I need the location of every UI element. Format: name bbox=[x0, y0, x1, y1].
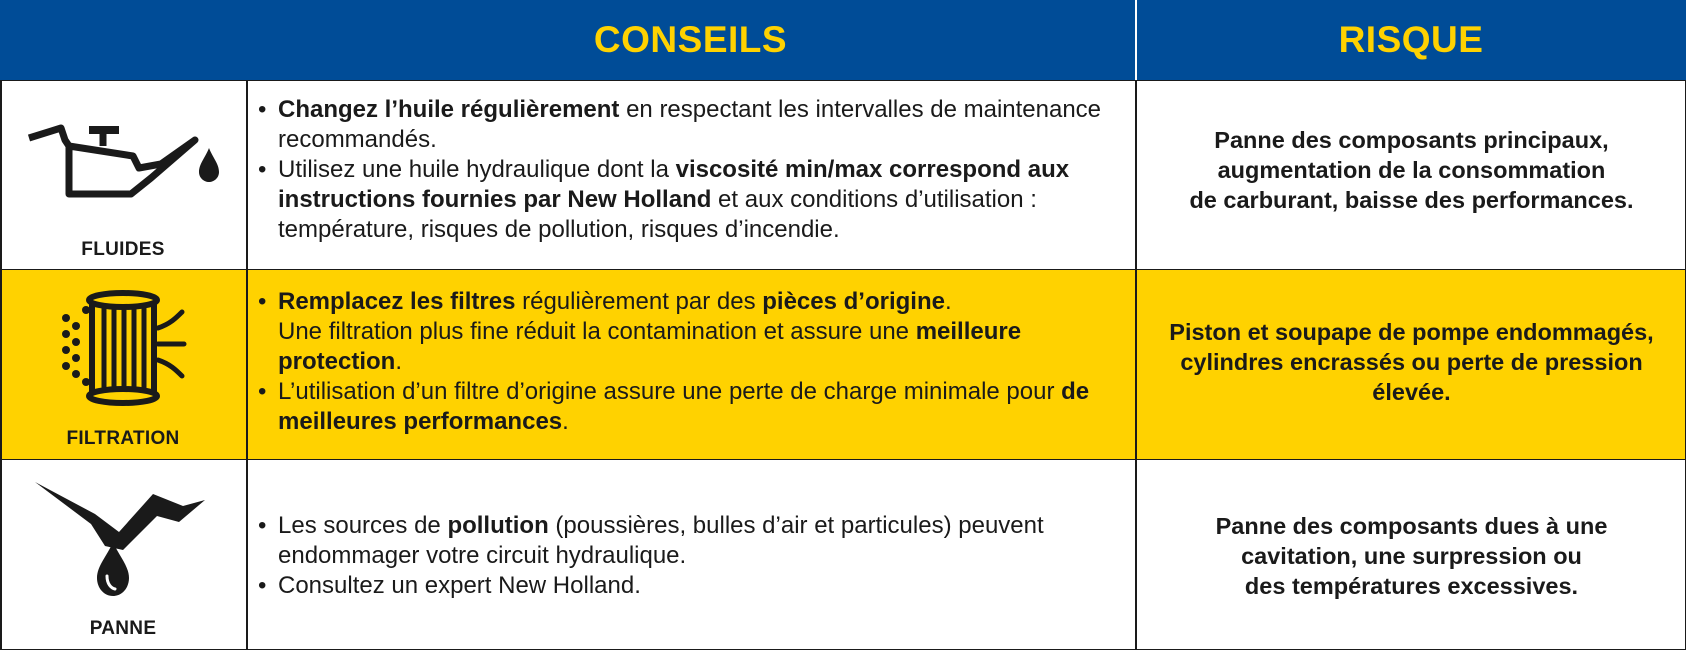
bullet-dot: • bbox=[258, 156, 267, 183]
icon-cell bbox=[0, 81, 246, 269]
risk-line: augmentation de la consommation bbox=[1217, 157, 1606, 183]
conseil-bullet bbox=[258, 511, 1128, 571]
header-risque: RISQUE bbox=[1338, 19, 1484, 60]
conseil-bullet bbox=[258, 377, 1128, 437]
conseils-cell bbox=[258, 511, 1128, 601]
risk-cell bbox=[1137, 125, 1686, 215]
text: régulièrement par des bbox=[515, 288, 763, 315]
category-label: FILTRATION bbox=[66, 428, 180, 449]
conseil-bullet bbox=[258, 287, 1128, 377]
risk-line: Panne des composants dues à une bbox=[1215, 513, 1608, 539]
bold-text: pollution bbox=[447, 512, 549, 539]
text: L’utilisation d’un filtre d’origine assure une perte de charge minimale pour bbox=[278, 378, 1062, 405]
table-row-panne bbox=[0, 459, 1686, 650]
text: (poussières, bulles d’air et particules) peuvent endommager votre circuit hydraulique. bbox=[278, 512, 1044, 569]
bold-text: meilleure protection bbox=[278, 318, 1022, 375]
text: Utilisez une huile hydraulique dont la bbox=[278, 156, 676, 183]
header-conseils: CONSEILS bbox=[593, 19, 788, 60]
risk-line: cavitation, une surpression ou bbox=[1241, 543, 1582, 569]
text: et aux conditions d’utilisation : température, risques de pollution, risques d’incendie. bbox=[278, 186, 1037, 243]
column-divider bbox=[246, 460, 248, 649]
risk-line: des températures excessives. bbox=[1244, 573, 1579, 599]
text: Une filtration plus fine réduit la contamination et assure une bbox=[278, 318, 916, 345]
risk-line: de carburant, baisse des performances. bbox=[1189, 187, 1634, 213]
risk-line: cylindres encrassés ou perte de pression bbox=[1180, 349, 1643, 375]
text: . bbox=[395, 348, 402, 375]
conseil-bullet bbox=[258, 155, 1128, 245]
text: en respectant les intervalles de maintenance recommandés. bbox=[278, 96, 1102, 153]
conseil-bullet bbox=[258, 95, 1128, 155]
text: Consultez un expert New Holland. bbox=[278, 572, 641, 599]
table-row-fluides bbox=[0, 80, 1686, 269]
text: . bbox=[944, 288, 952, 315]
column-divider bbox=[246, 81, 248, 269]
conseils-cell bbox=[258, 95, 1128, 245]
bold-text: Changez l’huile régulièrement bbox=[278, 96, 620, 123]
filter-icon bbox=[58, 288, 188, 408]
bullet-dot: • bbox=[258, 512, 267, 539]
bullet-dot: • bbox=[258, 572, 267, 599]
bullet-dot: • bbox=[258, 96, 267, 123]
bullet-dot: • bbox=[258, 378, 267, 405]
icon-cell bbox=[0, 460, 246, 649]
risk-line: élevée. bbox=[1372, 379, 1451, 405]
bold-text: pièces d’origine bbox=[762, 288, 945, 315]
risk-cell bbox=[1137, 511, 1686, 601]
bullet-dot: • bbox=[258, 288, 267, 315]
bold-text: Remplacez les filtres bbox=[278, 288, 516, 315]
category-label: PANNE bbox=[89, 618, 157, 639]
bold-text: viscosité min/max correspond aux instructions fournies par New Holland bbox=[278, 156, 1070, 213]
bold-text: de meilleures performances bbox=[278, 378, 1090, 435]
column-divider bbox=[246, 270, 248, 459]
text: Les sources de bbox=[278, 512, 448, 539]
breakdown-drop-icon bbox=[33, 480, 213, 600]
table-header bbox=[0, 0, 1686, 80]
risk-cell bbox=[1137, 317, 1686, 407]
category-label: FLUIDES bbox=[81, 239, 165, 260]
table-row-filtration bbox=[0, 269, 1686, 459]
risk-line: Piston et soupape de pompe endommagés, bbox=[1169, 319, 1654, 345]
icon-cell bbox=[0, 270, 246, 459]
conseil-bullet bbox=[258, 571, 1128, 601]
oil-can-icon bbox=[23, 116, 223, 206]
risk-line: Panne des composants principaux, bbox=[1214, 127, 1609, 153]
text: . bbox=[562, 408, 569, 435]
conseils-cell bbox=[258, 287, 1128, 437]
